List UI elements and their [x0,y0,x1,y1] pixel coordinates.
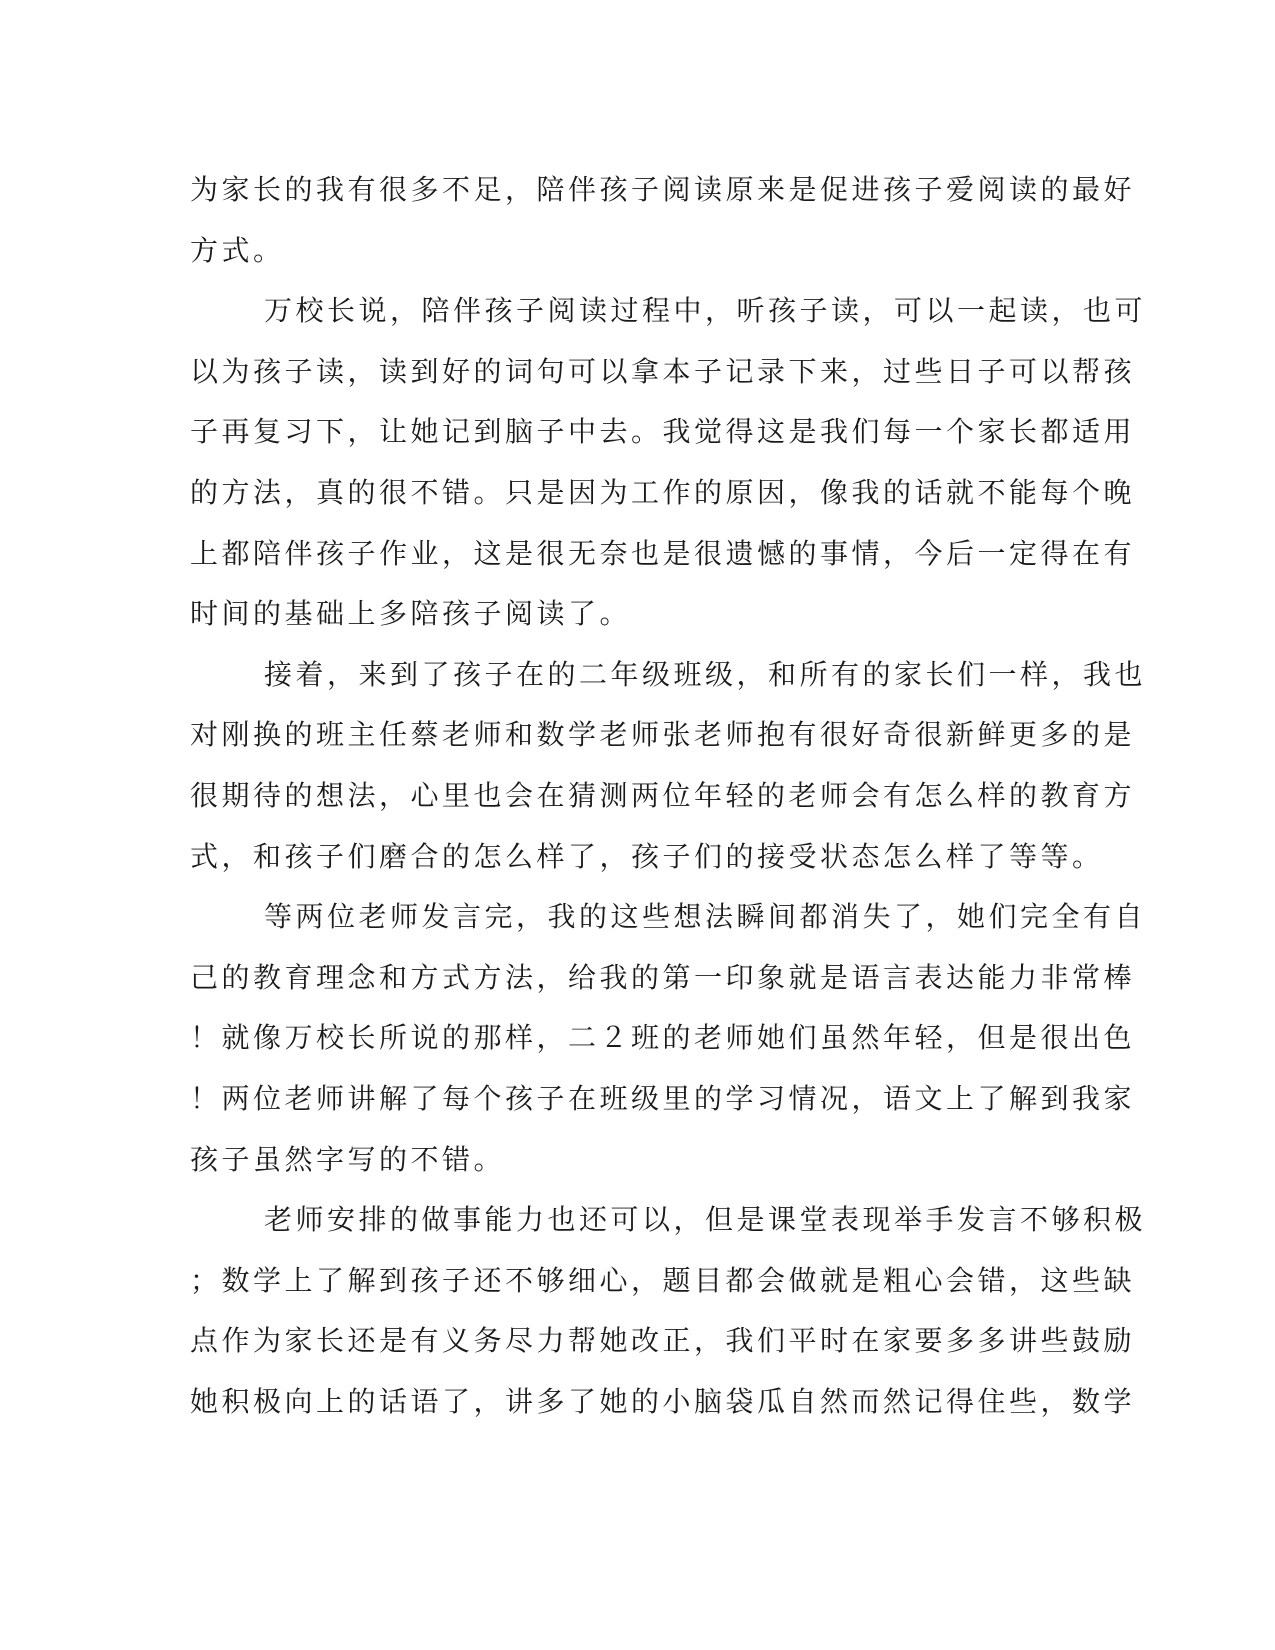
text-line: 以为孩子读，读到好的词句可以拿本子记录下来，过些日子可以帮孩 [190,354,1136,388]
text-line: 上都陪伴孩子作业，这是很无奈也是很遗憾的事情，今后一定得在有 [190,536,1136,570]
text-line: 对刚换的班主任蔡老师和数学老师张老师抱有很好奇很新鲜更多的是 [190,718,1136,752]
text-line: 万校长说，陪伴孩子阅读过程中，听孩子读，可以一起读，也可 [264,294,1147,328]
text-line: 为家长的我有很多不足，陪伴孩子阅读原来是促进孩子爱阅读的最好 [190,173,1136,206]
text-line: 时间的基础上多陪孩子阅读了。 [190,597,632,631]
text-line: ！两位老师讲解了每个孩子在班级里的学习情况，语文上了解到我家 [190,1081,1136,1115]
paragraph [190,160,1136,281]
text-line: 子再复习下，让她记到脑子中去。我觉得这是我们每一个家长都适用 [190,415,1136,449]
text-line: 很期待的想法，心里也会在猜测两位年轻的老师会有怎么样的教育方 [190,778,1136,812]
text-line: 式，和孩子们磨合的怎么样了，孩子们的接受状态怎么样了等等。 [190,839,1104,873]
body-text [190,160,1147,1432]
text-line: 的方法，真的很不错。只是因为工作的原因，像我的话就不能每个晚 [190,475,1136,509]
text-line: 孩子虽然字写的不错。 [190,1142,506,1176]
text-line: ；数学上了解到孩子还不够细心，题目都会做就是粗心会错，这些缺 [190,1263,1136,1297]
text-line: 己的教育理念和方式方法，给我的第一印象就是语言表达能力非常棒 [190,960,1136,994]
paragraph [190,645,1147,887]
text-line: 接着，来到了孩子在的二年级班级，和所有的家长们一样，我也 [264,657,1147,691]
paragraph [190,1190,1147,1432]
text-line: 她积极向上的话语了，讲多了她的小脑袋瓜自然而然记得住些，数学 [190,1384,1136,1418]
text-line: 老师安排的做事能力也还可以，但是课堂表现举手发言不够积极 [264,1203,1147,1237]
text-line: ！就像万校长所说的那样，二２班的老师她们虽然年轻，但是很出色 [190,1021,1136,1055]
text-line: 等两位老师发言完，我的这些想法瞬间都消失了，她们完全有自 [264,900,1147,934]
paragraph [190,887,1147,1190]
paragraph [190,281,1147,645]
text-line: 方式。 [190,233,285,267]
text-line: 点作为家长还是有义务尽力帮她改正，我们平时在家要多多讲些鼓励 [190,1324,1136,1358]
